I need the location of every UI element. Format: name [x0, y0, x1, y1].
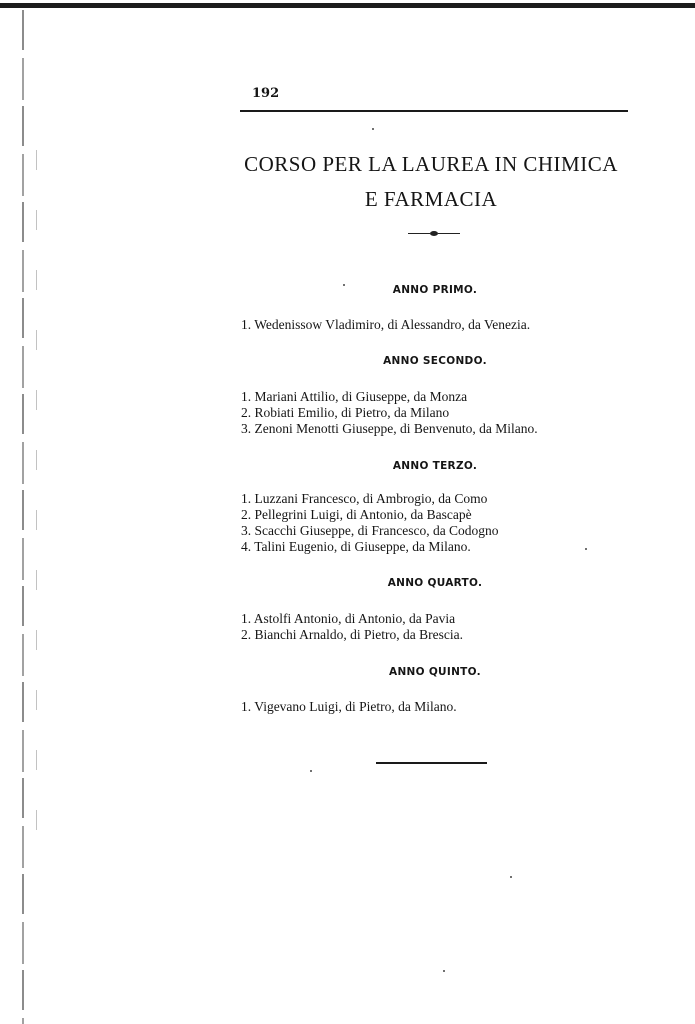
- student-entry: 2. Pellegrini Luigi, di Antonio, da Bascapè: [241, 507, 472, 522]
- print-speck: [443, 970, 445, 972]
- ornament-right-bar: [438, 233, 460, 234]
- year-heading-terzo: ANNO TERZO.: [392, 460, 478, 472]
- print-speck: [343, 284, 345, 286]
- student-entry: 3. Scacchi Giuseppe, di Francesco, da Codogno: [241, 523, 499, 538]
- student-entry: 1. Mariani Attilio, di Giuseppe, da Monza: [241, 389, 468, 404]
- print-speck: [585, 548, 587, 550]
- student-entry: 2. Robiati Emilio, di Pietro, da Milano: [241, 405, 450, 420]
- student-entry: 3. Zenoni Menotti Giuseppe, di Benvenuto, da Milano.: [241, 421, 538, 436]
- closing-rule: [376, 762, 487, 764]
- page-top-border: [0, 3, 695, 8]
- print-speck: [510, 876, 512, 878]
- page-left-edge: [22, 10, 24, 1024]
- header-rule: [240, 110, 628, 112]
- year-heading-quarto: ANNO QUARTO.: [387, 577, 483, 589]
- student-entry: 1. Astolfi Antonio, di Antonio, da Pavia: [241, 611, 456, 626]
- student-entry: 1. Vigevano Luigi, di Pietro, da Milano.: [241, 699, 457, 714]
- ornament-center-dot: [430, 231, 438, 236]
- ornament-left-bar: [408, 233, 430, 234]
- student-entry: 4. Talini Eugenio, di Giuseppe, da Milano.: [241, 539, 471, 554]
- page-left-edge-marks: [36, 150, 37, 850]
- year-heading-quinto: ANNO QUINTO.: [389, 666, 481, 678]
- page-number: 192: [252, 86, 280, 101]
- page-title-line-2: E FARMACIA: [364, 187, 498, 211]
- student-entry: 2. Bianchi Arnaldo, di Pietro, da Brescia.: [241, 627, 463, 642]
- print-speck: [310, 770, 312, 772]
- student-entry: 1. Luzzani Francesco, di Ambrogio, da Como: [241, 491, 488, 506]
- year-heading-secondo: ANNO SECONDO.: [383, 355, 487, 367]
- student-entry: 1. Wedenissow Vladimiro, di Alessandro, da Venezia.: [241, 317, 531, 332]
- title-ornament: [408, 232, 460, 235]
- year-heading-primo: ANNO PRIMO.: [392, 284, 478, 296]
- page-title-line-1: CORSO PER LA LAUREA IN CHIMICA: [244, 152, 618, 176]
- print-speck: [372, 128, 374, 130]
